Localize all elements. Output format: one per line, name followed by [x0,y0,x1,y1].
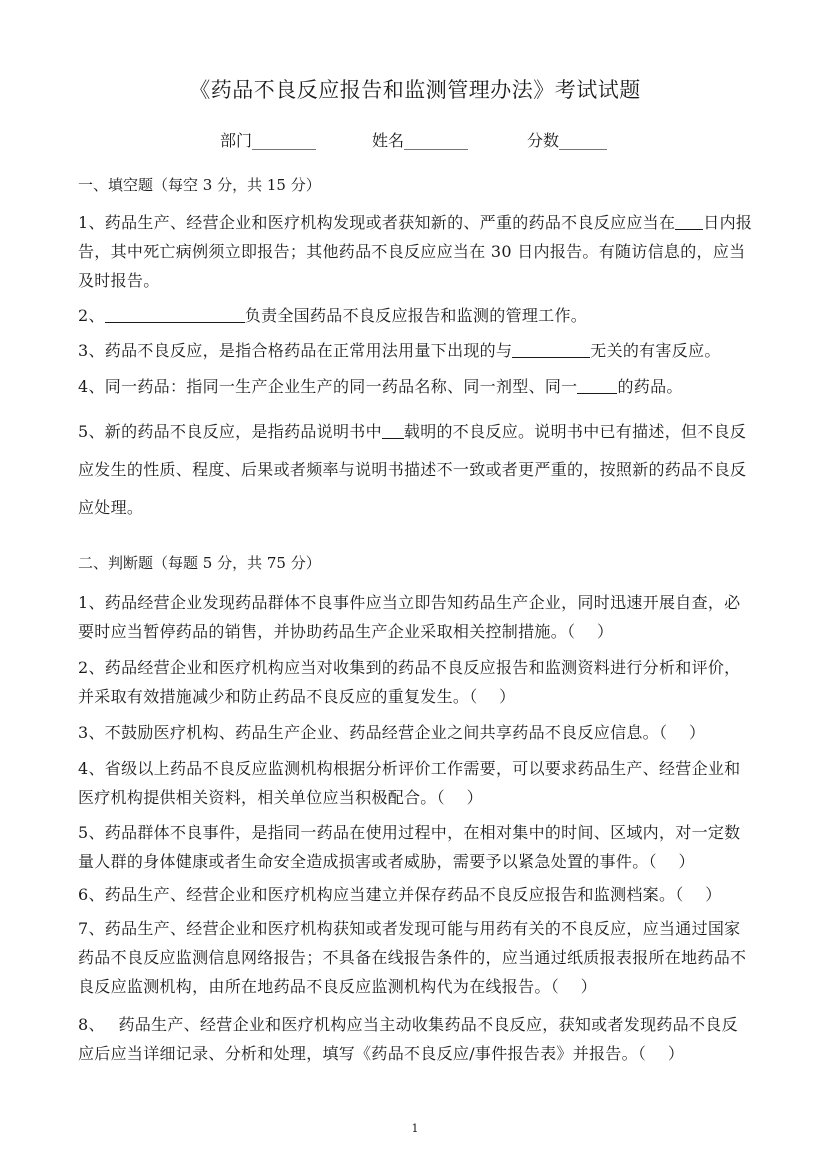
judge-question-3: 3、不鼓励医疗机构、药品生产企业、药品经营企业之间共享药品不良反应信息。（ ） [78,723,706,742]
judge-question-7: 7、药品生产、经营企业和医疗机构获知或者发现可能与用药有关的不良反应，应当通过国家药品不良反应监测信息网络报告；不具备在线报告条件的，应当通过纸质报表报所在地药品不良反应监测机构，由所在地药品不良反应监测机构代为在线报告。（ ） [78,919,747,996]
department-blank: ________ [252,131,317,150]
score-label: 分数 [527,131,560,150]
section-true-false-heading: 二、判断题（每题 5 分，共 75 分） [78,554,321,572]
fill-question-1: 1、药品生产、经营企业和医疗机构发现或者获知新的、严重的药品不良反应应当在 日内报告，其中死亡病例须立即报告；其他药品不良反应应当在 30 日内报告。有随访信息的，应当及时报告。 [78,213,753,290]
page-number: 1 [411,1122,419,1135]
judge-question-6: 6、药品生产、经营企业和医疗机构应当建立并保存药品不良反应报告和监测档案。（ ） [78,885,722,904]
judge-question-1: 1、药品经营企业发现药品群体不良事件应当立即告知药品生产企业，同时迅速开展自查，必要时应当暂停药品的销售，并协助药品生产企业采取相关控制措施。（ ） [78,593,741,641]
section-fill-in-heading: 一、填空题（每空 3 分，共 15 分） [78,176,321,194]
score-field [527,128,607,151]
score-blank: ______ [559,131,608,150]
department-field [220,128,316,151]
department-label: 部门 [220,131,253,150]
answer-blank [382,422,404,439]
judge-question-8: 8、 药品生产、经营企业和医疗机构应当主动收集药品不良反应，获知或者发现药品不良反应后应当详细记录、分析和处理，填写《药品不良反应/事件报告表》并报告。（ ） [78,1015,738,1063]
judge-question-4: 4、省级以上药品不良反应监测机构根据分析评价工作需要，可以要求药品生产、经营企业和医疗机构提供相关资料，相关单位应当积极配合。（ ） [78,759,741,807]
fill-question-5: 5、新的药品不良反应，是指药品说明书中 载明的不良反应。说明书中已有描述，但不良反应发生的性质、程度、后果或者频率与说明书描述不一致或者更严重的，按照新的药品不良反应处理。 [78,422,747,517]
page-title: 《药品不良反应报告和监测管理办法》考试试题 [189,78,641,102]
name-field [372,128,468,151]
fill-question-2: 2、 负责全国药品不良反应报告和监测的管理工作。 [78,306,588,325]
name-label: 姓名 [372,131,405,150]
answer-blank [512,341,590,358]
answer-blank [105,306,245,323]
judge-question-5: 5、药品群体不良事件，是指同一药品在使用过程中，在相对集中的时间、区域内，对一定数量人群的身体健康或者生命安全造成损害或者威胁，需要予以紧急处置的事件。（ ） [78,823,741,871]
answer-blank [577,377,617,394]
fill-question-4: 4、同一药品：指同一生产企业生产的同一药品名称、同一剂型、同一 的药品。 [78,377,683,396]
answer-blank [675,213,703,230]
fill-question-3: 3、药品不良反应，是指合格药品在正常用法用量下出现的与 无关的有害反应。 [78,341,721,360]
name-blank: ________ [404,131,469,150]
judge-question-2: 2、药品经营企业和医疗机构应当对收集到的药品不良反应报告和监测资料进行分析和评价，并采取有效措施减少和防止药品不良反应的重复发生。（ ） [78,658,741,706]
